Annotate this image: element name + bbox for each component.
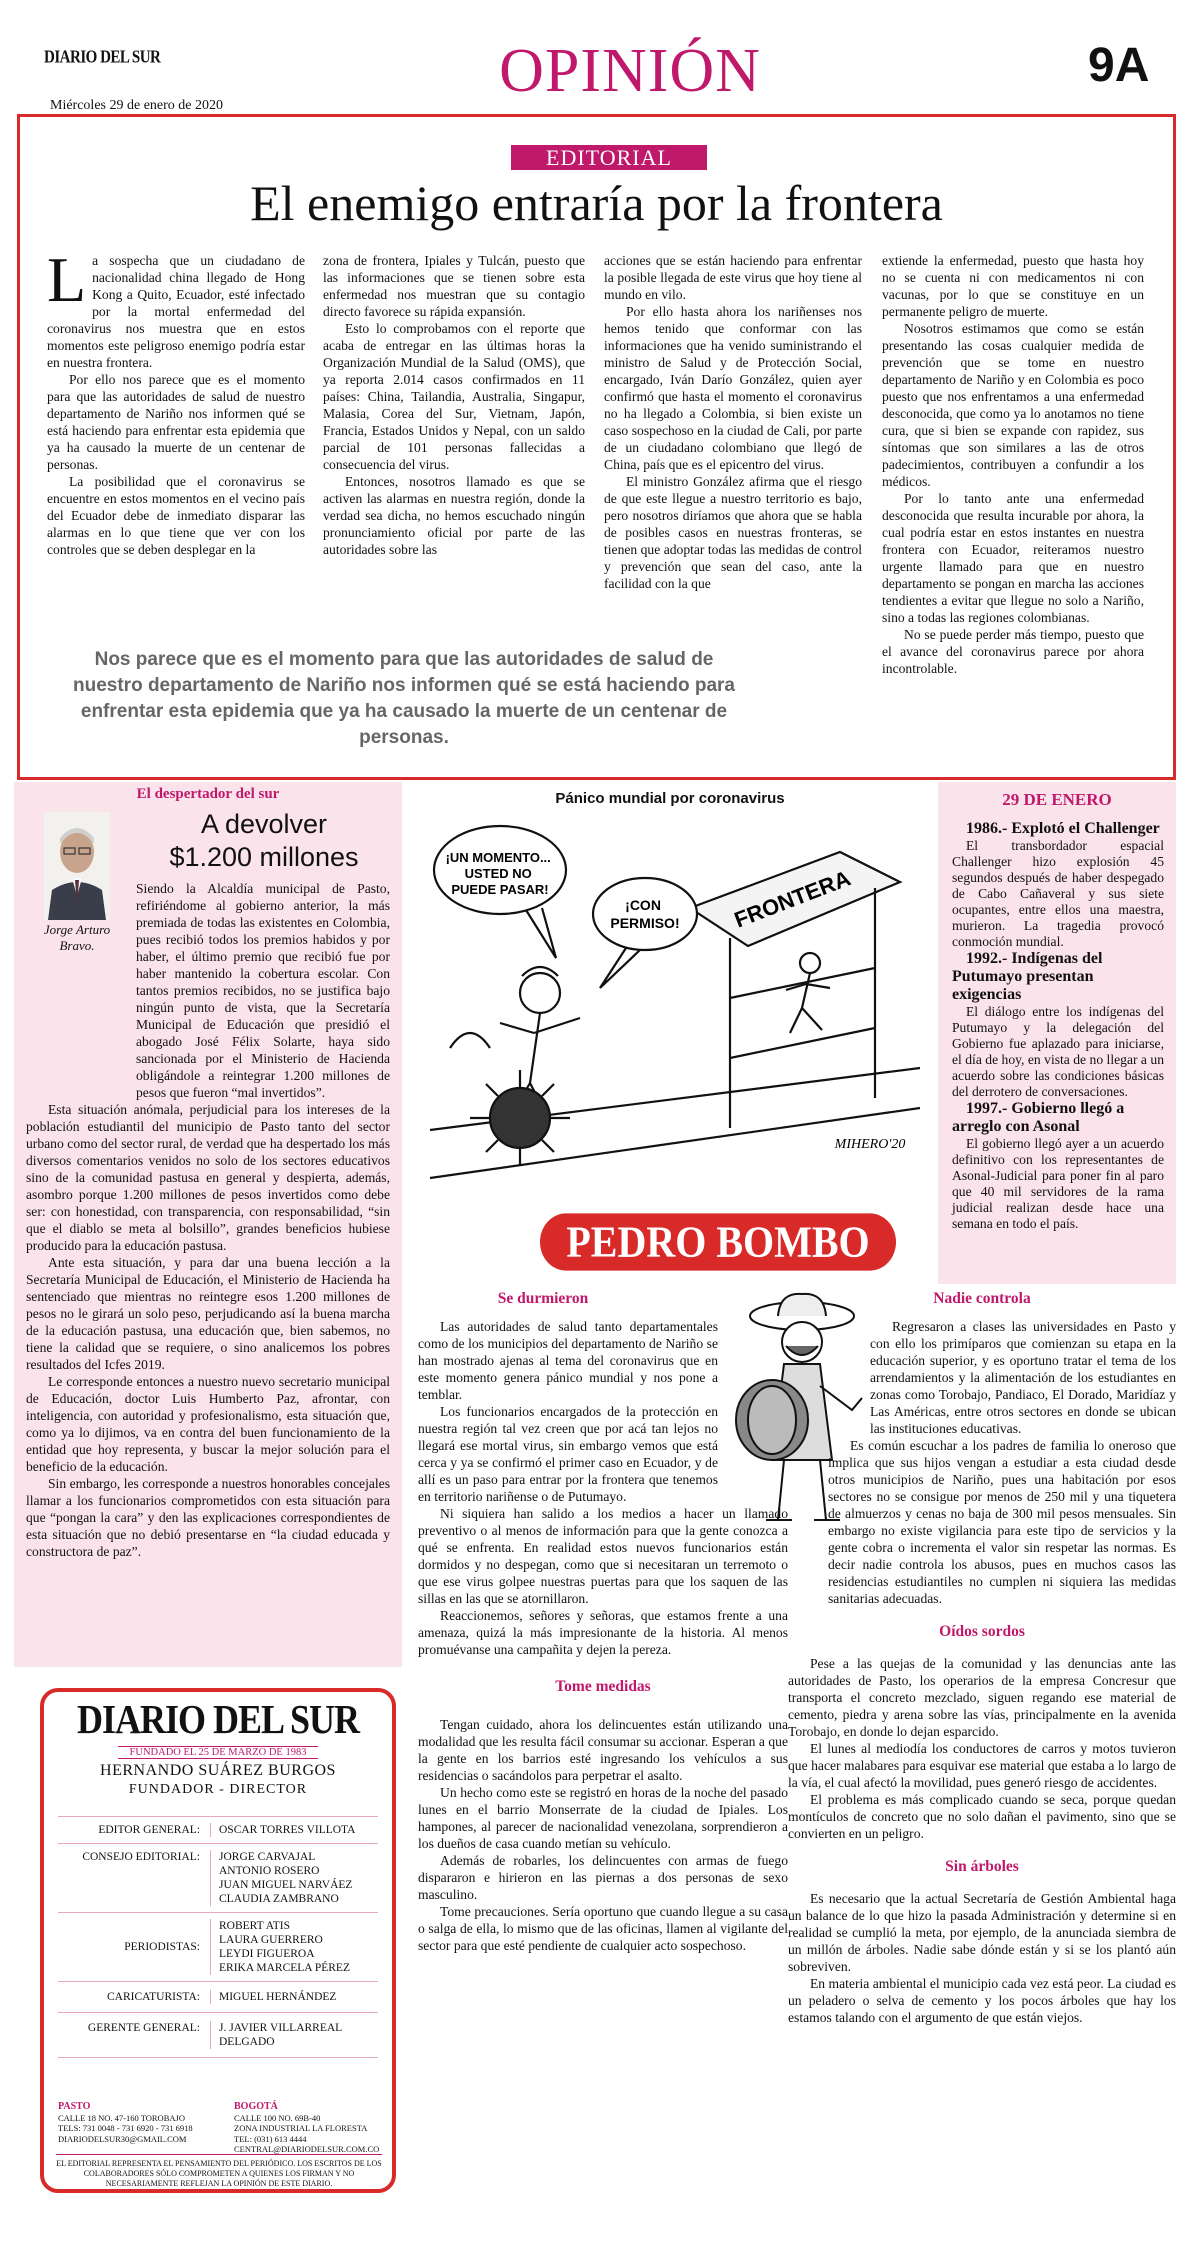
editorial-paragraph: La posibilidad que el coronavirus se encuentre en estos momentos en el vecino país del Ecuador debe de inmediato disparar las alarmas en lo que tiene que ver con los controles que se deben desplegar en la [47, 474, 305, 557]
cartoon-caption: Pánico mundial por coronavirus [555, 790, 785, 807]
staff-label: PERIODISTAS: [124, 1941, 200, 1953]
author-name-line: Jorge Arturo [43, 922, 111, 937]
staff-value: J. JAVIER VILLARREAL DELGADO [210, 2021, 378, 2049]
editorial-paragraph: Entonces, nosotros llamado es que se activen las alarmas en nuestra región, donde la verdad sea dicha, no hemos escuchado ningún pronunciamiento oficial por parte de las autoridades sobre las [323, 474, 585, 557]
editorial-paragraph: zona de frontera, Ipiales y Tulcán, puesto que las informaciones que se tienen sobre esta enfermedad nos muestran que su contagio directo favorece su rápida expansión. [323, 253, 585, 319]
staff-row [58, 2012, 378, 2058]
address-text: CALLE 100 NO. 69B-40 ZONA INDUSTRIAL LA FLORESTA TEL: (031) 613 4444 CENTRAL@DIARIODELSUR.COM.CO [234, 2112, 380, 2154]
staff-founded: FUNDADO EL 25 DE MARZO DE 1983 [118, 1746, 318, 1759]
column-headline-line: A devolver [200, 809, 328, 839]
column-kicker: El despertador del sur [136, 786, 280, 802]
ephemeris-item-title: 1986.- Explotó el Challenger [966, 820, 1160, 837]
masthead-logo: DIARIO DEL SUR [44, 48, 161, 68]
cartoon-bubble-line: PUEDE PASAR! [451, 882, 549, 897]
pedro-paragraph: Tome precauciones. Sería oportuno que cuando llegue a su casa o salga de ella, lo mismo que de las oficinas, llamen al vigilante del sector para que esté pendiente de cualquier acto sospechoso. [418, 1904, 788, 1953]
editorial-paragraph: El ministro González afirma que el riesgo de que este llegue a nuestro territorio es bajo, pero nosotros diríamos que ahora que se habla de posibles casos en nuestras fronteras, se tienen que adoptar todas las medidas de control y prevención que sean del caso, ante la facilidad con la que [604, 474, 862, 591]
cartoon-bubble-line: PERMISO! [610, 915, 680, 931]
column-paragraph: Siendo la Alcaldía municipal de Pasto, refiriéndome al gobierno anterior, la más premiada de todas las existentes en Colombia, pues recibió todos los premios habidos y por haber, el último premio que recibió fue por haber mantenido la cobertura escolar. Con tantos premios recibidos, no se justifica bajo ningún punto de vista, que la Secretaría Municipal de Educación que presidió el abogado José Félix Solarte, haya sido sancionada por el Ministerio de Hacienda obligándole a reintegrar 1.200 millones de pesos que fueron “mal invertidos”. [136, 881, 390, 1100]
cartoon-drawing-icon [430, 818, 920, 1200]
staff-label: EDITOR GENERAL: [98, 1824, 200, 1836]
editorial-paragraph: Por ello nos parece que es el momento para que las autoridades de salud de nuestro departamento de Nariño nos informen qué se está haciendo para enfrentar esta epidemia que ya ha causado la muerte de un centenar de personas. [47, 372, 305, 472]
pedro-paragraph: Además de robarles, los delincuentes con armas de fuego dispararon e hirieron en las piernas a dos personas de sexo masculino. [418, 1853, 788, 1902]
staff-value: JORGE CARVAJAL ANTONIO ROSERO JUAN MIGUEL NARVÁEZ CLAUDIA ZAMBRANO [210, 1850, 378, 1906]
pedro-col-right [788, 1290, 1176, 2026]
column-body [26, 880, 390, 1560]
cartoon-bubble-line: ¡UN MOMENTO... [445, 850, 551, 865]
staff-address-pasto [58, 2102, 218, 2144]
ephemeris-item-text: El gobierno llegó ayer a un acuerdo definitivo con los representantes de Asonal-Judicial para poner fin al paro que 40 mil servidores de la rama judicial realizan desde hace una semana en todo el país. [952, 1136, 1164, 1231]
address-title: BOGOTÁ [234, 2101, 278, 2112]
ephemeris-item-text: El transbordador espacial Challenger hizo explosión 45 segundos después de haber despegado de Cabo Cañaveral y sus siete ocupantes, entre ellos una maestra, murieron. La tragedia provocó conmoción mundial. [952, 838, 1164, 949]
staff-label: GERENTE GENERAL: [87, 2022, 200, 2034]
ephemeris-title: 29 DE ENERO [1002, 790, 1112, 809]
staff-row [58, 1912, 378, 1981]
editorial-box [17, 114, 1176, 780]
pedro-paragraph: En materia ambiental el municipio cada vez está peor. La ciudad es un peladero o selva de cemento y los pocos árboles que hay los estamos talando con el argumento de que están viejos. [788, 1976, 1176, 2025]
ephemeris-box [938, 782, 1176, 1284]
staff-row [58, 1816, 378, 1843]
editorial-col-1 [47, 244, 305, 558]
address-title: PASTO [58, 2101, 91, 2112]
column-headline [144, 808, 384, 874]
editorial-headline: El enemigo entraría por la frontera [250, 175, 943, 231]
pedro-paragraph: Pese a las quejas de la comunidad y las denuncias ante las autoridades de Pasto, los operarios de la empresa Concresur que transporta el concreto mezclado, siguen regando ese material de cemento, piedra y arena sobre las vías, principalmente en la avenida Torobajo, en donde lo dejan esparcido. [788, 1656, 1176, 1739]
editorial-col-4 [882, 252, 1144, 677]
author-name-line: Bravo. [59, 938, 95, 953]
pedro-paragraph: Tengan cuidado, ahora los delincuentes están utilizando una modalidad que les resulta fácil consumar su accionar. Esperan a que la gente en los barrios esté ingresando los vehículos a sus residencias o sacándolos para perpetrar el asalto. [418, 1717, 788, 1783]
section-title: OPINIÓN [499, 37, 761, 105]
staff-box [40, 1688, 396, 2193]
editorial-pullquote: Nos parece que es el momento para que las autoridades de salud de nuestro departamento de Nariño nos informen qué se está haciendo para enfrentar esta epidemia que ya ha causado la muerte de un centenar de personas. [50, 637, 758, 777]
ephemeris-list [952, 820, 1164, 1232]
editorial-kicker: EDITORIAL [511, 145, 707, 170]
section-title: Oídos sordos [939, 1623, 1025, 1640]
staff-label: CARICATURISTA: [106, 1991, 200, 2003]
staff-founder-name: HERNANDO SUÁREZ BURGOS [100, 1762, 336, 1779]
address-text: CALLE 18 NO. 47-160 TOROBAJO TELS: 731 0048 - 731 6920 - 731 6918 DIARIODELSUR30@GMAIL.COM [58, 2112, 193, 2144]
cartoon-bubble-line: USTED NO [464, 866, 532, 881]
pedro-paragraph: El lunes al mediodía los conductores de carros y motos tuvieron que hacer malabares para esquivar ese material que estaba a lo largo de la vía, el cual afectó la movilidad, pues generó riesgo de accidentes. [788, 1741, 1176, 1790]
section-title: Sin árboles [945, 1858, 1019, 1875]
opinion-column [14, 782, 402, 1667]
editorial-paragraph: Nosotros estimamos que como se están presentando las cosas cualquier medida de prevención que se tome en nuestro departamento de Nariño y en Colombia es poco puesto que nos enfrentamos a una enfermedad desconocida, que como ya lo anotamos no tiene cura, que si bien se expande con rapidez, sus síntomas que son similares a las de otros padecimientos, contribuyen a confundir a los médicos. [882, 321, 1144, 489]
editorial-paragraph: extiende la enfermedad, puesto que hasta hoy no se cuenta ni con medicamentos ni con vacunas, por lo que se constituye en un permanente peligro de muerte. [882, 253, 1144, 319]
staff-value: ROBERT ATIS LAURA GUERRERO LEYDI FIGUEROA ERIKA MARCELA PÉREZ [210, 1919, 378, 1975]
pedro-paragraph: Reaccionemos, señores y señoras, que estamos frente a una amenaza, quizá la más impresionante de la historia. Al menos promuévanse una campañita y dejen la pereza. [418, 1608, 788, 1657]
column-paragraph: Le corresponde entonces a nuestro nuevo secretario municipal de Educación, doctor Luis Humberto Paz, afrontar, con inteligencia, con autoridad y profesionalismo, esta situación que, como ya lo dijimos, va en contra del buen funcionamiento de la entidad que hoy representa, y buscar la mejor solución para el beneficio de la educación. [26, 1374, 390, 1474]
drop-cap: L [47, 244, 87, 315]
pedro-paragraph: El problema es más complicado cuando se seca, porque quedan montículos de concreto que no solo dañan el pavimento, sino que se convierten en un peligro. [788, 1792, 1176, 1841]
staff-row [58, 1843, 378, 1912]
staff-logo: DIARIO DEL SUR [76, 1696, 360, 1742]
ephemeris-item-title: 1997.- Gobierno llegó a arreglo con Asonal [952, 1100, 1125, 1135]
section-title: Tome medidas [555, 1678, 651, 1695]
column-paragraph: Sin embargo, les corresponde a nuestros honorables concejales llamar a los funcionarios comprometidos con esta situación para que “pongan la cara” y den las explicaciones correspondientes de esta situación que no debió presentarse en “la ciudad educada y constructora de paz”. [26, 1476, 390, 1559]
page-number: 9A [1088, 39, 1150, 92]
editorial-col-3 [604, 252, 862, 592]
editorial-paragraph: acciones que se están haciendo para enfrentar la posible llegada de este virus que hoy tiene al mundo en vilo. [604, 253, 862, 302]
editorial-paragraph: a sospecha que un ciudadano de nacionalidad china llegado de Hong Kong a Quito, Ecuador, esté infectado por la mortal enfermedad del coronavirus nos muestra que en estos momentos este peligroso enemigo podría estar en nuestra frontera. [47, 253, 305, 370]
pedro-bombo-banner: PEDRO BOMBO [540, 1213, 896, 1270]
cartoon-bubble-line: ¡CON [625, 897, 661, 913]
editorial-paragraph: Esto lo comprobamos con el reporte que acaba de entregar en las últimas horas la Organización Mundial de la Salud (OMS), que ya reporta 2.014 casos confirmados en 11 países: China, Tailandia, Australia, Singapur, Malasia, Corea del Sur, Vietnam, Japón, Francia, Estados Unidos y Nepal, con un saldo parcial de 101 personas fallecidas a consecuencia del virus. [323, 321, 585, 472]
cartoon-sign-text: FRONTERA [730, 865, 854, 933]
section-title: Nadie controla [933, 1290, 1031, 1307]
pedro-paragraph: Las autoridades de salud tanto departamentales como de los municipios del departamento de Nariño se han mostrado ajenas al tema del coronavirus que en este momento genera pánico mundial y nos pone a temblar. [418, 1319, 718, 1402]
staff-label: CONSEJO EDITORIAL: [82, 1851, 200, 1863]
staff-table [58, 1816, 378, 2058]
staff-disclaimer: EL EDITORIAL REPRESENTA EL PENSAMIENTO DEL PERIÓDICO. LOS ESCRITOS DE LOS COLABORADORES SÓLO COMPROMETEN A QUIENES LOS FIRMAN Y NO NECESARIAMENTE REFLEJAN LA OPINIÓN DE ESTE DIARIO. [56, 2154, 382, 2189]
cartoon-signature: MIHERO'20 [834, 1137, 906, 1152]
column-paragraph: Ante esta situación, y para dar una buena lección a la Secretaría Municipal de Educación, el Ministerio de Hacienda ha sentenciado que mientras no reintegre esos 1.200 millones de pesos no le girará un solo peso, perjudicando así la buena marcha de la educación pastusa, una educación que, bien sabemos, no tiene la calidad que se requiere, o sino analicemos los pobres resultados del Icfes 2019. [26, 1255, 390, 1372]
pedro-paragraph: Es común escuchar a los padres de familia lo oneroso que implica que sus hijos vengan a estudiar a esta ciudad desde otros municipios de Nariño, pues una habitación por esos sectores no se consigue por menos de 250 mil y una tiquetera de almuerzos y cenas no baja de 300 mil pesos mensuales. Sin embargo no existe vigilancia para este tipo de servicios y la gente cobra o incrementa el valor sin respetar las normas. Es decir nadie controla los abusos, pues en muchos casos las residencias estudiantiles no cumplen ni siquiera las medidas sanitarias adecuadas. [828, 1438, 1176, 1606]
cartoon [430, 818, 920, 1200]
staff-founder-role: FUNDADOR - DIRECTOR [128, 1782, 308, 1797]
masthead [0, 0, 1193, 120]
editorial-paragraph: Por ello hasta ahora los nariñenses nos hemos tenido que conformar con las informaciones que ha venido suministrando el ministro de Salud y de Protección Social, encargado, Iván Darío González, quien ayer confirmó que hasta el momento el coronavirus no ha llegado a Colombia, si bien existe un caso sospechoso en la ciudad de Cali, por parte de un ciudadano colombiano que llegó de China, país que es el epicentro del virus. [604, 304, 862, 472]
editorial-paragraph: No se puede perder más tiempo, puesto que el avance del coronavirus parece por ahora incontrolable. [882, 627, 1144, 676]
editorial-paragraph: Por lo tanto ante una enfermedad desconocida que resulta incurable por ahora, la cual podría estar en estos instantes en nuestra frontera con Ecuador, reiteramos nuestro urgente llamado para que en nuestro departamento se pongan en marcha las acciones tendientes a evitar que llegue no solo a Nariño, sino a todas las regiones colombianas. [882, 491, 1144, 625]
pedro-paragraph: Es necesario que la actual Secretaría de Gestión Ambiental haga un balance de lo que hizo la pasada Administración y determine si en realidad se cumplió la meta, por ejemplo, de la anunciada siembra de un millón de árboles. Nadie sabe dónde están y si se los plantó aún sobreviven. [788, 1891, 1176, 1974]
column-paragraph: Esta situación anómala, perjudicial para los intereses de la población estudiantil del municipio de Pasto tanto del sector urbano como del sector rural, de verdad que ha despertado los más diversos comentarios venidos no solo de los sectores educativos sino de la comunidad pastusa en general y despierta, además, asombro porque 1.200 millones de pesos invertidos como debe ser: con honestidad, con transparencia, con responsabilidad, “sin que el diablo se meta al bolsillo”, grandes beneficios hubiese producido para la educación pastusa. [26, 1102, 390, 1253]
ephemeris-item-title: 1992.- Indígenas del Putumayo presentan exigencias [952, 950, 1103, 1003]
pedro-paragraph: Los funcionarios encargados de la protección en nuestra región tal vez creen que por acá tan lejos no llegará ese mortal virus, sin embargo vemos que está cerca y ya se confirmó el primer caso en Ecuador, y de allí es un paso para entrar por la frontera que tenemos en territorio nariñense o de Putumayo. [418, 1404, 718, 1504]
pedro-paragraph: Regresaron a clases las universidades en Pasto y con ello los primíparos que comienzan su etapa en la educación superior, y es oportuno tratar el tema de los arrendamientos y la alimentación de los estudiantes en zonas como Torobajo, Pandiaco, El Dorado, Maridíaz y Las Américas, entre otros sectores en donde se ubican las instituciones educativas. [870, 1319, 1176, 1436]
ephemeris-item-text: El diálogo entre los indígenas del Putumayo y la delegación del Gobierno fue aplazado para iniciarse, el día de hoy, en vista de no llegar a un acuerdo sobre las condiciones básicas del derrotero de conversaciones. [952, 1004, 1164, 1099]
staff-value: MIGUEL HERNÁNDEZ [210, 1990, 378, 2004]
column-headline-line: $1.200 millones [169, 842, 359, 872]
section-title: Se durmieron [497, 1290, 589, 1307]
issue-date: Miércoles 29 de enero de 2020 [50, 98, 223, 113]
pedro-paragraph: Ni siquiera han salido a los medios a hacer un llamado preventivo o al menos de información para que la gente conozca a qué se enfrenta. En realidad estos nuevos funcionarios están dormidos y no despegan, como que si necesitaran un terremoto o que ese virus golpee nuestras puertas para que los saquen de las sillas en las que se atornillaron. [418, 1506, 788, 1606]
pedro-paragraph: Un hecho como este se registró en horas de la noche del pasado lunes en el barrio Monserrate de la ciudad de Ipiales. Los hampones, al parecer de nacionalidad venezolana, sorprendieron a los dueños de casa cuando metían su vehículo. [418, 1785, 788, 1851]
staff-row [58, 1981, 378, 2012]
staff-value: OSCAR TORRES VILLOTA [210, 1823, 378, 1837]
editorial-col-2 [323, 252, 585, 558]
staff-address-bogota [234, 2102, 384, 2155]
